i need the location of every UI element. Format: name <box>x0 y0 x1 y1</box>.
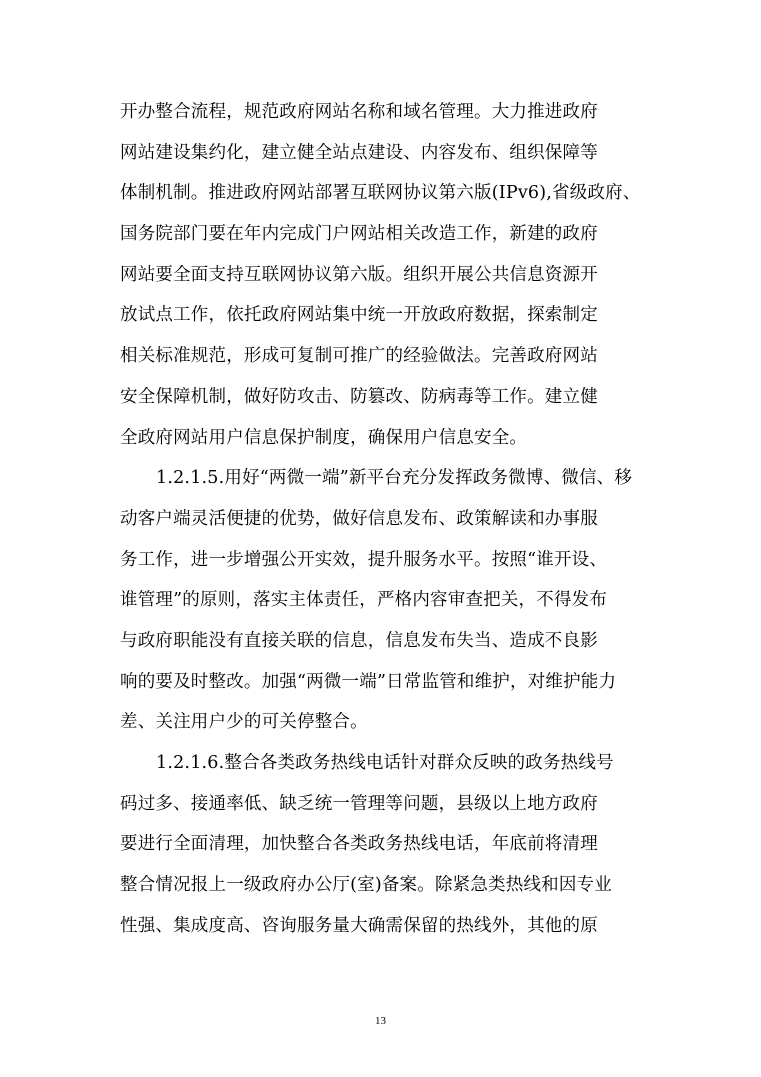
text-line: 全政府网站用户信息保护制度，确保用户信息安全。 <box>120 427 528 448</box>
text-line: 整合情况报上一级政府办公厅(室)备案。除紧急类热线和因专业 <box>120 875 612 896</box>
text-line: 差、关注用户少的可关停整合。 <box>120 712 368 733</box>
text-line: 国务院部门要在年内完成门户网站相关改造工作，新建的政府 <box>120 224 598 245</box>
text-line: 相关标准规范，形成可复制可推广的经验做法。完善政府网站 <box>120 346 598 367</box>
text-line: 放试点工作，依托政府网站集中统一开放政府数据，探索制定 <box>120 305 598 326</box>
text-line: 与政府职能没有直接关联的信息，信息发布失当、造成不良影 <box>120 630 598 651</box>
section-heading-1-2-1-6: 1.2.1.6.整合各类政务热线电话针对群众反映的政务热线号 <box>156 753 614 773</box>
text-line: 网站要全面支持互联网协议第六版。组织开展公共信息资源开 <box>120 264 598 285</box>
text-line: 务工作，进一步增强公开实效，提升服务水平。按照“谁开设、 <box>120 549 608 570</box>
text-line: 要进行全面清理，加快整合各类政务热线电话，年底前将清理 <box>120 834 598 855</box>
text-line: 响的要及时整改。加强“两微一端”日常监管和维护，对维护能力 <box>120 671 617 692</box>
text-line: 谁管理”的原则，落实主体责任，严格内容审查把关，不得发布 <box>120 590 608 611</box>
text-line: 网站建设集约化，建立健全站点建设、内容发布、组织保障等 <box>120 142 598 163</box>
text-line: 开办整合流程，规范政府网站名称和域名管理。大力推进政府 <box>120 102 598 122</box>
body-text <box>120 92 660 946</box>
page-number: 13 <box>375 1015 386 1027</box>
text-line: 码过多、接通率低、缺乏统一管理等问题，县级以上地方政府 <box>120 793 598 814</box>
text-line: 安全保障机制，做好防攻击、防篡改、防病毒等工作。建立健 <box>120 386 598 407</box>
text-line: 体制机制。推进政府网站部署互联网协议第六版(IPv6),省级政府、 <box>120 183 641 204</box>
section-heading-1-2-1-5: 1.2.1.5.用好“两微一端”新平台充分发挥政务微博、微信、移 <box>156 468 633 489</box>
text-line: 动客户端灵活便捷的优势，做好信息发布、政策解读和办事服 <box>120 508 598 529</box>
text-line: 性强、集成度高、咨询服务量大确需保留的热线外，其他的原 <box>120 915 598 936</box>
